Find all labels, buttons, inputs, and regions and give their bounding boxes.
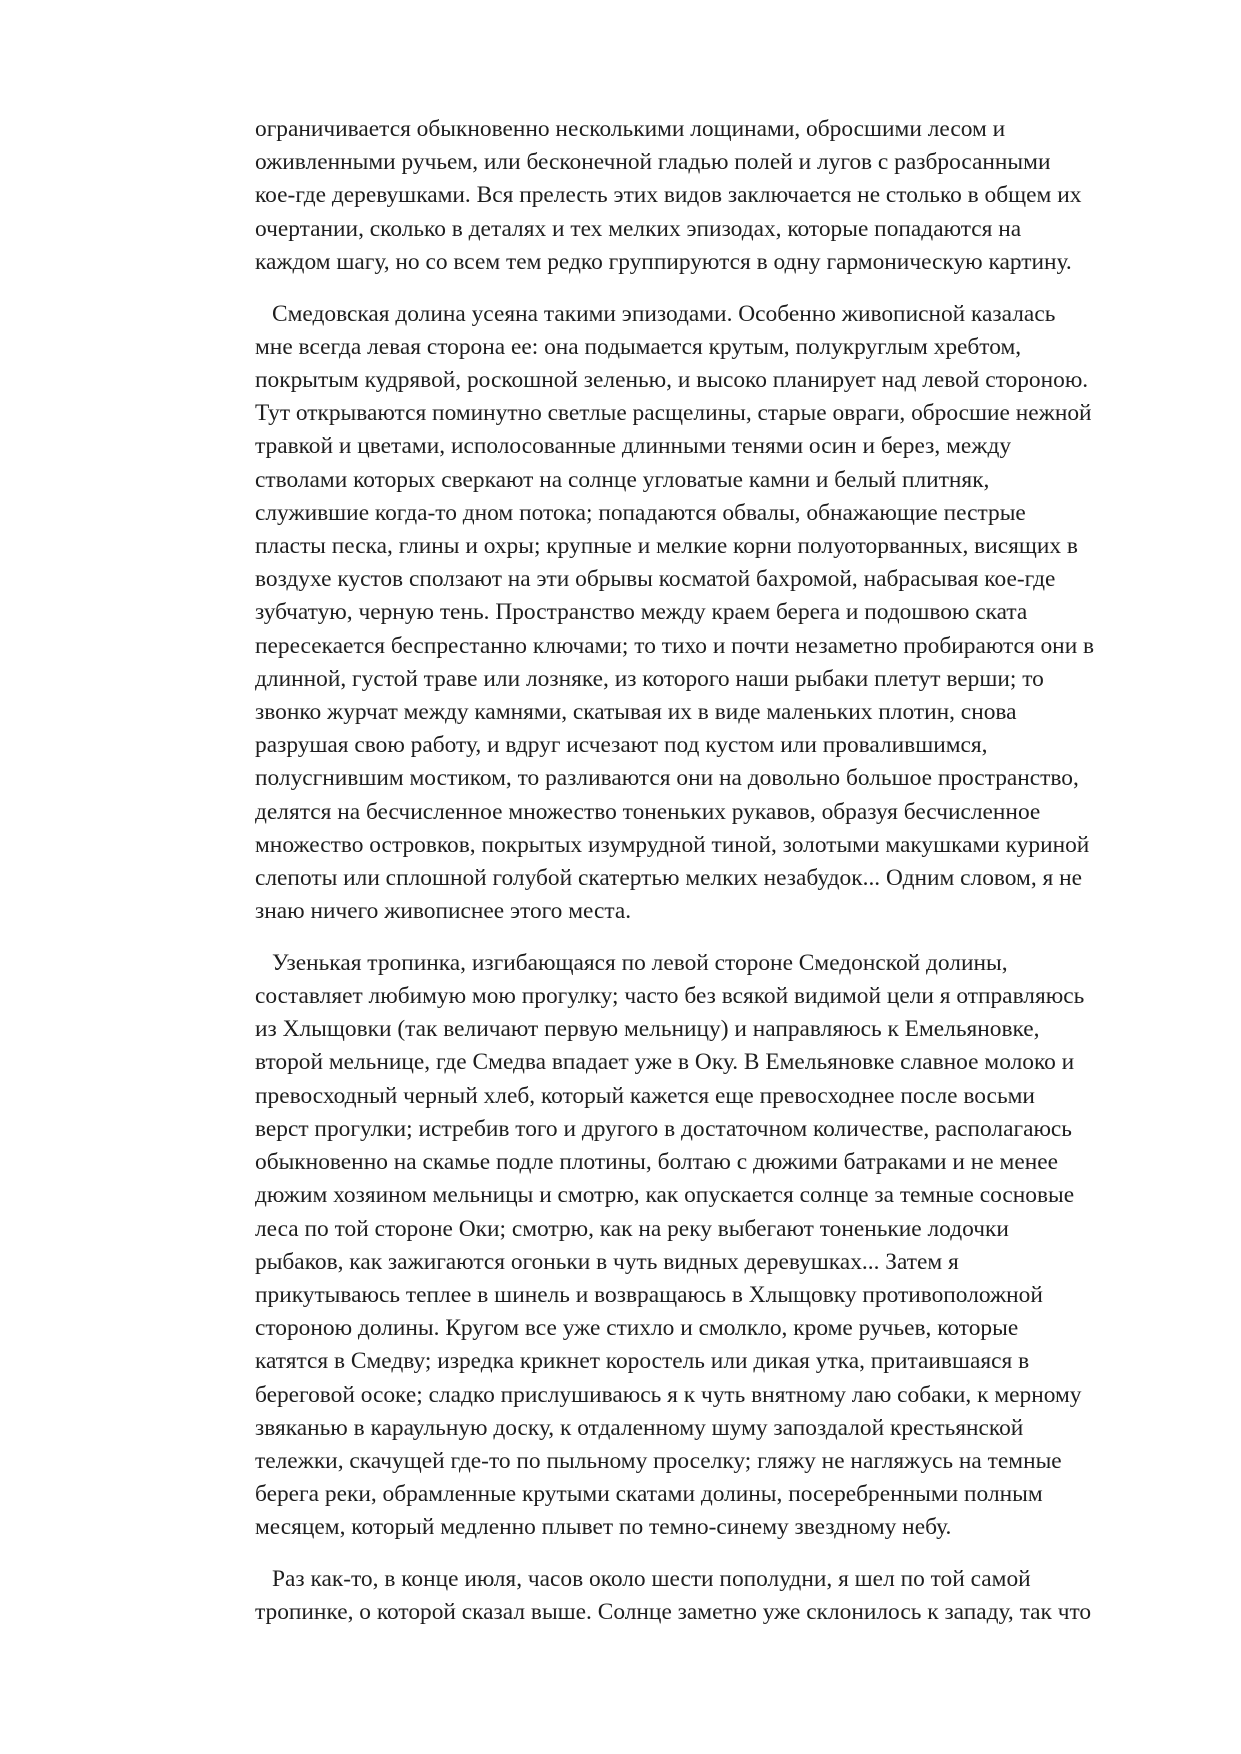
text-line: разрушая свою работу, и вдруг исчезают под кустом или провалившимся, <box>255 732 988 759</box>
text-line: Узенькая тропинка, изгибающаяся по левой стороне Смедонской долины, <box>272 949 1008 976</box>
text-line: делятся на бесчисленное множество тоненьких рукавов, образуя бесчисленное <box>255 798 1041 825</box>
text-line: воздухе кустов сползают на эти обрывы косматой бахромой, набрасывая кое-где <box>255 566 1056 593</box>
text-column <box>255 113 1155 1648</box>
text-line: стволами которых сверкают на солнце угловатые камни и белый плитняк, <box>255 466 990 493</box>
paragraph-2 <box>255 298 1155 929</box>
text-line: составляет любимую мою прогулку; часто без всякой видимой цели я отправляюсь <box>255 983 1085 1010</box>
text-line: береговой осоке; сладко прислушиваюсь я к чуть внятному лаю собаки, к мерному <box>255 1381 1082 1408</box>
text-line: покрытым кудрявой, роскошной зеленью, и высоко планирует над левой стороною. <box>255 366 1089 393</box>
text-line: длинной, густой траве или лозняке, из которого наши рыбаки плетут верши; то <box>255 665 1044 692</box>
text-line: стороною долины. Кругом все уже стихло и смолкло, кроме ручьев, которые <box>255 1315 1019 1342</box>
text-line: пласты песка, глины и охры; крупные и мелкие корни полуоторванных, висящих в <box>255 532 1078 559</box>
text-line: очертании, сколько в деталях и тех мелких эпизодах, которые попадаются на <box>255 215 1022 242</box>
text-line: пересекается беспрестанно ключами; то тихо и почти незаметно пробираются они в <box>255 632 1095 659</box>
text-line: леса по той стороне Оки; смотрю, как на реку выбегают тоненькие лодочки <box>255 1215 1009 1242</box>
text-line: тележки, скачущей где-то по пыльному проселку; гляжу не нагляжусь на темные <box>255 1447 1062 1474</box>
text-line: множество островков, покрытых изумрудной тиной, золотыми макушками куриной <box>255 831 1090 858</box>
text-line: верст прогулки; истребив того и другого в достаточном количестве, располагаюсь <box>255 1115 1072 1142</box>
text-line: ограничивается обыкновенно несколькими лощинами, обросшими лесом и <box>255 116 1006 142</box>
text-line: мне всегда левая сторона ее: она подымается крутым, полукруглым хребтом, <box>255 333 1022 360</box>
text-line: звяканью в караульную доску, к отдаленному шуму запоздалой крестьянской <box>255 1414 1024 1441</box>
text-line: каждом шагу, но со всем тем редко группируются в одну гармоническую картину. <box>255 248 1072 275</box>
text-line: полусгнившим мостиком, то разливаются они на довольно большое пространство, <box>255 765 1079 792</box>
paragraph-3 <box>255 947 1155 1545</box>
text-line: рыбаков, как зажигаются огоньки в чуть видных деревушках... Затем я <box>255 1248 959 1275</box>
text-line: второй мельнице, где Смедва впадает уже в Оку. В Емельяновке славное молоко и <box>255 1049 1075 1076</box>
text-line: знаю ничего живописнее этого места. <box>255 898 632 925</box>
paragraph-4 <box>255 1563 1155 1629</box>
text-line: звонко журчат между камнями, скатывая их в виде маленьких плотин, снова <box>255 698 1017 725</box>
text-line: месяцем, который медленно плывет по темно-синему звездному небу. <box>255 1514 952 1541</box>
text-line: слепоты или сплошной голубой скатертью мелких незабудок... Одним словом, я не <box>255 864 1083 891</box>
text-line: из Хлыщовки (так величают первую мельницу) и направляюсь к Емельяновке, <box>255 1016 1040 1043</box>
text-line: дюжим хозяином мельницы и смотрю, как опускается солнце за темные сосновые <box>255 1182 1075 1209</box>
paragraph-1 <box>255 113 1155 279</box>
text-line: Раз как-то, в конце июля, часов около шести пополудни, я шел по той самой <box>272 1566 1031 1593</box>
text-line: берега реки, обрамленные крутыми скатами долины, посеребренными полным <box>255 1481 1043 1508</box>
text-line: оживленными ручьем, или бесконечной гладью полей и лугов с разбросанными <box>255 149 1051 176</box>
text-line: катятся в Смедву; изредка крикнет коростель или дикая утка, притаившаяся в <box>255 1348 1030 1375</box>
text-line: прикутываюсь теплее в шинель и возвращаюсь в Хлыщовку противоположной <box>255 1281 1043 1308</box>
text-line: служившие когда-то дном потока; попадаются обвалы, обнажающие пестрые <box>255 499 1026 526</box>
text-line: кое-где деревушками. Вся прелесть этих видов заключается не столько в общем их <box>255 182 1082 209</box>
text-line: Смедовская долина усеяна такими эпизодами. Особенно живописной казалась <box>272 300 1056 327</box>
text-line: травкой и цветами, исполосованные длинными тенями осин и берез, между <box>255 433 1012 460</box>
text-line: обыкновенно на скамье подле плотины, болтаю с дюжими батраками и не менее <box>255 1149 1059 1176</box>
text-line: превосходный черный хлеб, который кажется еще превосходнее после восьми <box>255 1082 1035 1109</box>
text-line: зубчатую, черную тень. Пространство между краем берега и подошвою ската <box>255 599 1028 626</box>
text-line: тропинке, о которой сказал выше. Солнце заметно уже склонилось к западу, так что <box>255 1599 1092 1626</box>
text-line: Тут открываются поминутно светлые расщелины, старые овраги, обросшие нежной <box>255 400 1092 427</box>
